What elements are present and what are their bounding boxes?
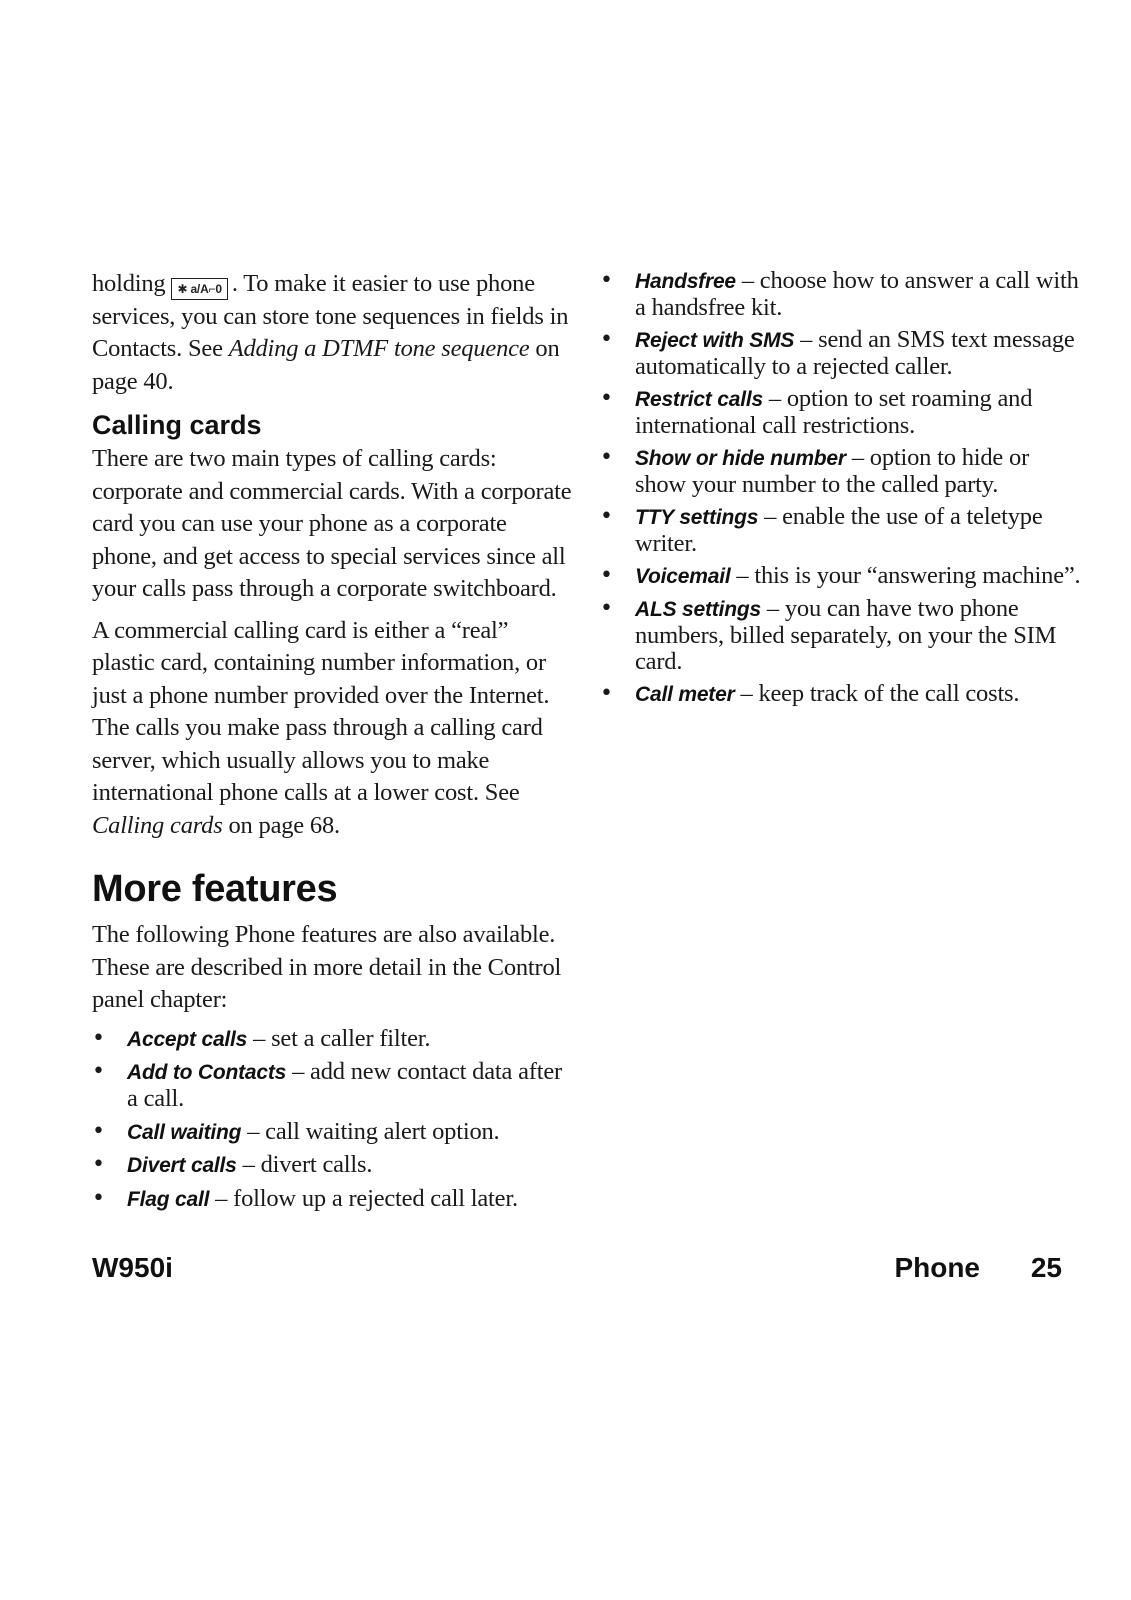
more-features-list: [92, 1026, 574, 1213]
feature-desc: – option to set roaming and international call restrictions.: [635, 385, 1033, 439]
list-item: [600, 327, 1085, 380]
bullet-icon: •: [600, 596, 613, 621]
list-item: [92, 1059, 574, 1112]
feature-term: Call meter: [635, 683, 735, 706]
feature-term: TTY settings: [635, 506, 759, 529]
list-item: [92, 1026, 574, 1053]
calling-cards-heading: Calling cards: [92, 410, 262, 440]
bullet-icon: •: [92, 1185, 105, 1211]
feature-term: Call waiting: [127, 1120, 242, 1144]
bullet-icon: •: [600, 268, 613, 293]
list-item: [92, 1119, 574, 1146]
feature-desc: – enable the use of a teletype writer.: [635, 503, 1043, 557]
list-item: [600, 386, 1085, 439]
paragraph-text: on page 68.: [222, 811, 340, 839]
intro-text-3: on page 40.: [92, 335, 560, 395]
bullet-icon: •: [600, 445, 613, 470]
list-item: [92, 1152, 574, 1179]
feature-desc: – divert calls.: [236, 1151, 373, 1178]
star-key-icon: ✱ a/A⌐0: [171, 278, 227, 300]
feature-term: Divert calls: [127, 1154, 237, 1177]
calling-cards-paragraph-1: There are two main types of calling cards: corporate and commercial cards. With a corporate card you can use your phone as a corporate phone, and get access to special services since all your calls pass through a corporate switchboard.: [92, 445, 572, 602]
intro-text-2: . To make it easier to use phone services, you can store tone sequences in fields in Contacts. See: [92, 270, 569, 362]
section-name: Phone: [894, 1252, 980, 1283]
feature-term: Reject with SMS: [635, 329, 795, 352]
feature-desc: – add new contact data after a call.: [127, 1058, 562, 1112]
right-column: [600, 268, 1085, 714]
feature-desc: – call waiting alert option.: [241, 1117, 500, 1145]
feature-desc: – you can have two phone numbers, billed separately, on your the SIM card.: [635, 595, 1057, 675]
bullet-icon: •: [600, 327, 613, 352]
bullet-icon: •: [600, 504, 613, 529]
feature-desc: – option to hide or show your number to the called party.: [635, 444, 1030, 498]
bullet-icon: •: [92, 1025, 105, 1051]
dtmf-reference-link: Adding a DTMF tone sequence: [228, 335, 530, 362]
list-item: [600, 681, 1085, 708]
list-item: [600, 563, 1085, 590]
feature-term: Restrict calls: [635, 388, 763, 411]
paragraph-text: A commercial calling card is either a “real” plastic card, containing number information, or just a phone number provided over the Internet. The calls you make pass through a calling card server, which usually allows you to make international phone calls at a lower cost. See: [92, 616, 550, 806]
feature-term: Voicemail: [635, 565, 731, 588]
phone-features-list: [600, 268, 1085, 708]
left-column: [92, 268, 574, 1219]
list-item: [600, 268, 1085, 321]
feature-desc: – this is your “answering machine”.: [730, 562, 1081, 589]
feature-desc: – set a caller filter.: [247, 1024, 431, 1052]
list-item: [600, 596, 1085, 675]
feature-term: Flag call: [127, 1187, 210, 1211]
feature-desc: – follow up a rejected call later.: [209, 1184, 518, 1212]
bullet-icon: •: [92, 1152, 105, 1177]
bullet-icon: •: [92, 1118, 105, 1144]
page-footer: [92, 1252, 1062, 1288]
feature-desc: – send an SMS text message automatically to a rejected caller.: [635, 326, 1075, 380]
bullet-icon: •: [600, 681, 613, 706]
feature-term: Show or hide number: [635, 447, 846, 470]
model-name: W950i: [92, 1252, 173, 1283]
bullet-icon: •: [600, 563, 613, 588]
list-item: [92, 1186, 574, 1213]
list-item: [600, 504, 1085, 557]
list-item: [600, 445, 1085, 498]
calling-cards-reference: Calling cards: [92, 811, 223, 839]
more-features-heading: More features: [92, 868, 338, 910]
feature-term: Accept calls: [127, 1027, 248, 1051]
more-features-intro: The following Phone features are also available. These are described in more detail in the Control panel chapter:: [92, 921, 562, 1013]
intro-text-1: holding: [92, 270, 166, 297]
feature-term: Add to Contacts: [127, 1061, 287, 1084]
feature-term: Handsfree: [635, 270, 736, 293]
feature-term: ALS settings: [635, 598, 761, 621]
calling-cards-paragraph-2: [92, 615, 574, 843]
bullet-icon: •: [92, 1059, 105, 1084]
feature-desc: – keep track of the call costs.: [734, 680, 1020, 707]
bullet-icon: •: [600, 386, 613, 411]
feature-desc: – choose how to answer a call with a handsfree kit.: [635, 267, 1079, 321]
page-number: 25: [1030, 1252, 1062, 1283]
intro-paragraph: [92, 268, 574, 398]
